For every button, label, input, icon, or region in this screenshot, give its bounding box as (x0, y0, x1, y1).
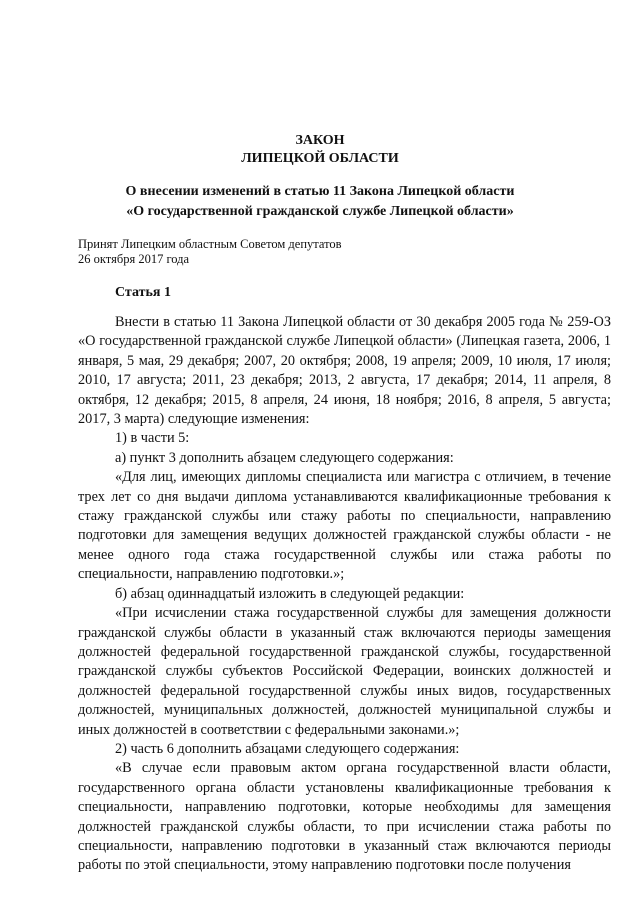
paragraph-intro: Внести в статью 11 Закона Липецкой области от 30 декабря 2005 года № 259-ОЗ «О государственной гражданской службе Липецкой области» (Липецкая газета, 2006, 1 января, 5 мая, 29 декабря; 2007, 20 октября; 2008, 19 апреля; 2009, 10 июля, 17 июля; 2010, 17 августа; 2011, 23 декабря; 2013, 2 августа, 17 декабря; 2014, 11 апреля, 8 октября, 12 декабря; 2015, 8 апреля, 24 июня, 18 ноября; 2016, 8 апреля, 5 августа; 2017, 3 марта) следующие изменения: (78, 314, 611, 428)
paragraph-item-1: 1) в части 5: (115, 430, 190, 447)
paragraph-item-2: 2) часть 6 дополнить абзацами следующего содержания: (115, 740, 460, 757)
paragraph-subitem-b: б) абзац одиннадцатый изложить в следующей редакции: (115, 585, 465, 602)
law-subtitle-line2: «О государственной гражданской службе Липецкой области» (126, 204, 514, 219)
law-title-line2: ЛИПЕЦКОЙ ОБЛАСТИ (241, 151, 399, 166)
adoption-line1: Принят Липецким областным Советом депутатов (78, 237, 342, 251)
law-title-line1: ЗАКОН (295, 133, 345, 148)
paragraph-subitem-a: а) пункт 3 дополнить абзацем следующего содержания: (115, 449, 454, 466)
article-heading: Статья 1 (115, 285, 171, 300)
paragraph-quote-1: «Для лиц, имеющих дипломы специалиста или магистра с отличием, в течение трех лет со дня выдачи диплома устанавливаются квалификационные требования к стажу гражданской службы или стажу работы по специальности, направлению подготовки для замещения ведущих должностей гражданской службы области - не менее одного года стажа государственной службы или стажа работы по специальности, направлению подготовки.»; (78, 469, 611, 583)
article-body (78, 313, 611, 876)
paragraph-quote-3: «В случае если правовым актом органа государственной власти области, государственного органа области установлены квалификационные требования к специальности, направлению подготовки, которые необходимы для замещения должностей гражданской службы области, то при исчислении стажа работы по специальности, направлению подготовки в указанный стаж включаются периоды работы по этой специальности, этому направлению подготовки после получения (78, 760, 611, 874)
adoption-date: 26 октября 2017 года (78, 252, 190, 266)
paragraph-quote-2: «При исчислении стажа государственной службы для замещения должности гражданской службы области в указанный стаж включаются периоды замещения должностей федеральной государственной гражданской службы, государственной гражданской службы субъектов Российской Федерации, воинских должностей и должностей федеральной государственной службы иных видов, государственных должностей, муниципальных должностей, должностей муниципальной службы и иных должностей в соответствии с федеральными законами.»; (78, 605, 611, 738)
law-subtitle-line1: О внесении изменений в статью 11 Закона Липецкой области (125, 184, 515, 199)
